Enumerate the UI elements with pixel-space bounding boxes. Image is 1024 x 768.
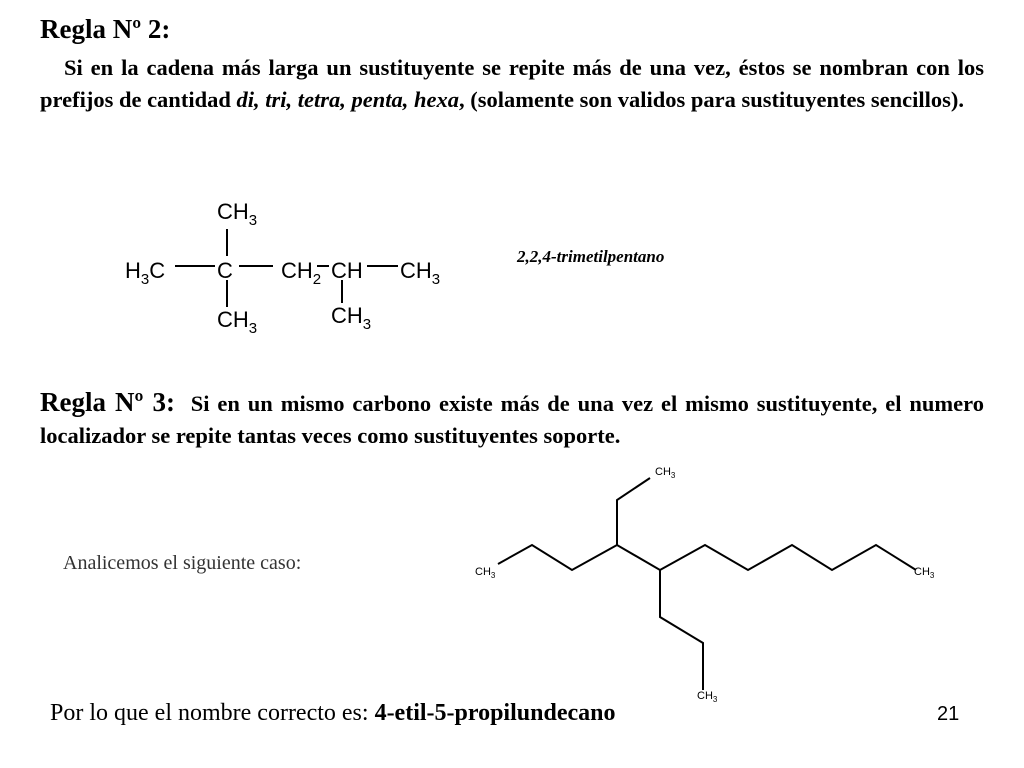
left-end-ch3-a: CH <box>475 566 491 578</box>
ethyl-end-ch3-b: 3 <box>670 471 676 480</box>
conclusion-prefix: Por lo que el nombre correcto es: <box>50 700 375 726</box>
right-end-ch3-a: CH <box>914 566 930 578</box>
rule-3-text: Si en un mismo carbono existe más de una vez el mismo sustituyente, el numero localizador se repite tantas veces como sustituyentes soporte. <box>40 391 984 448</box>
ch-group: CH <box>331 258 363 283</box>
rule-2-text-part-1: Si en la cadena más larga un sustituyente se repite más de una vez, éstos se nombran con los prefijos de cantidad <box>40 55 984 112</box>
top-ch3-group-b: 3 <box>248 212 258 229</box>
ethyl-end-ch3-a: CH <box>655 466 671 478</box>
left-end-ch3 <box>475 566 496 580</box>
correct-name: 4-etil-5-propilundecano <box>374 700 616 726</box>
ch2-group-b: 2 <box>312 271 322 288</box>
left-end-ch3-b: 3 <box>490 571 496 580</box>
analyze-prompt: Analicemos el siguiente caso: <box>63 552 302 574</box>
left-ch3-group-b: 3 <box>140 271 150 288</box>
left-ch3-group-a: H <box>125 258 141 283</box>
right-end-ch3 <box>914 566 935 580</box>
quaternary-carbon: C <box>217 258 233 283</box>
ch2-group-a: CH <box>281 258 313 283</box>
right-ch3-group-b: 3 <box>431 271 441 288</box>
example-1-name: 2,2,4-trimetilpentano <box>517 247 665 266</box>
left-ch3-group-c: C <box>149 258 166 283</box>
propyl-end-ch3 <box>697 690 718 704</box>
propyl-end-ch3-b: 3 <box>712 695 718 704</box>
bottom-ch3-group-c2-a: CH <box>217 307 249 332</box>
bottom-ch3-group-c2-b: 3 <box>248 320 258 337</box>
conclusion <box>50 700 615 727</box>
rule-2-text-part-2: , (solamente son validos para sustituyentes sencillos). <box>458 87 965 112</box>
ethyl-end-ch3 <box>655 466 676 480</box>
right-ch3-group-a: CH <box>400 258 432 283</box>
rule-2-heading: Regla Nº 2: <box>40 14 171 44</box>
bottom-ch3-group-c4-a: CH <box>331 303 363 328</box>
slide-number: 21 <box>937 703 960 725</box>
rule-3-heading: Regla Nº 3: <box>40 387 175 417</box>
rule-2-prefixes: di, tri, tetra, penta, hexa <box>236 87 459 112</box>
top-ch3-group-a: CH <box>217 199 249 224</box>
bottom-ch3-group-c4-b: 3 <box>362 316 372 333</box>
propyl-end-ch3-a: CH <box>697 690 713 702</box>
right-end-ch3-b: 3 <box>929 571 935 580</box>
